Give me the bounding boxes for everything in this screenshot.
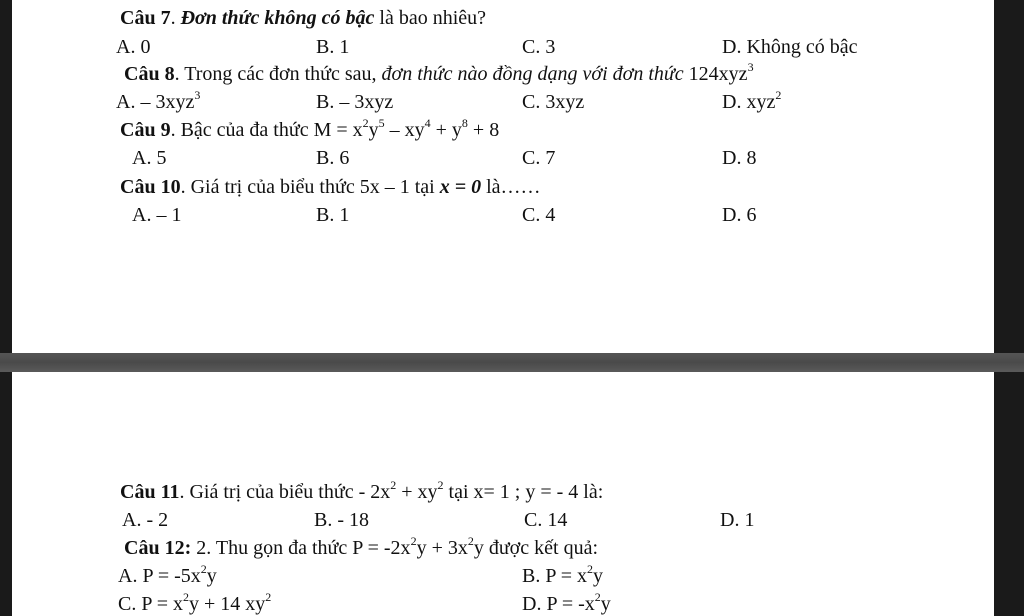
q12-option-b: B. $P = x^2y$: [522, 562, 603, 587]
question-11: Câu 11. Giá trị của biểu thức - $2x^2 + xy^2$ tại x= 1 ; y = - 4 là:: [120, 478, 604, 503]
q10-option-d: D. 6: [722, 204, 757, 226]
q7-option-c: C. 3: [522, 36, 556, 58]
q9-option-c: C. 7: [522, 147, 556, 169]
q8-option-d: D. xyz$^2$: [722, 88, 782, 113]
question-7: Câu 7. Đơn thức không có bậc là bao nhiêu?: [120, 7, 487, 29]
question-9: Câu 9. Bậc của đa thức $M = x^2y^5 - xy^4 + y^8 + 8$: [120, 116, 500, 141]
q12-option-d: D. $P = -x^2y$: [522, 590, 611, 615]
q12-option-a: A. $P = -5x^2y$: [118, 562, 217, 587]
question-10: Câu 10. Giá trị của biểu thức 5x – 1 tại x = 0 là……: [120, 176, 541, 198]
q11-option-a: A. - 2: [122, 509, 169, 531]
question-8: Câu 8. Trong các đơn thức sau, đơn thức nào đồng dạng với đơn thức 124xyz$^3$: [124, 60, 754, 85]
q11-option-b: B. - 18: [314, 509, 369, 531]
q10-option-b: B. 1: [316, 204, 350, 226]
q7-option-d: D. Không có bậc: [722, 36, 858, 58]
q8-option-c: C. 3xyz: [522, 91, 585, 113]
document-page-2: [12, 372, 994, 616]
q7-option-a: A. 0: [116, 36, 151, 58]
page-gap: [0, 353, 1024, 372]
q7-option-b: B. 1: [316, 36, 350, 58]
question-label: Câu 7: [120, 7, 171, 29]
question-12: Câu 12: 2. Thu gọn đa thức $P = -2x^2y + 3x^2y$ được kết quả:: [124, 534, 599, 559]
q8-option-a: A. – 3xyz$^3$: [116, 88, 201, 113]
q12-option-c: C. $P = x^2y + 14$ $xy^2$: [118, 590, 272, 615]
q8-option-b: B. – 3xyz: [316, 91, 394, 113]
question-label: Câu 9: [120, 119, 171, 141]
question-label: Câu 10: [120, 176, 181, 198]
q10-option-a: A. – 1: [132, 204, 182, 226]
document-page-1: [12, 0, 994, 353]
q10-option-c: C. 4: [522, 204, 556, 226]
q9-option-a: A. 5: [132, 147, 167, 169]
q9-option-d: D. 8: [722, 147, 757, 169]
question-label: Câu 8: [124, 63, 175, 85]
question-label: Câu 11: [120, 481, 180, 503]
q11-option-d: D. 1: [720, 509, 755, 531]
question-label: Câu 12:: [124, 537, 192, 559]
q11-option-c: C. 14: [524, 509, 568, 531]
q9-option-b: B. 6: [316, 147, 350, 169]
